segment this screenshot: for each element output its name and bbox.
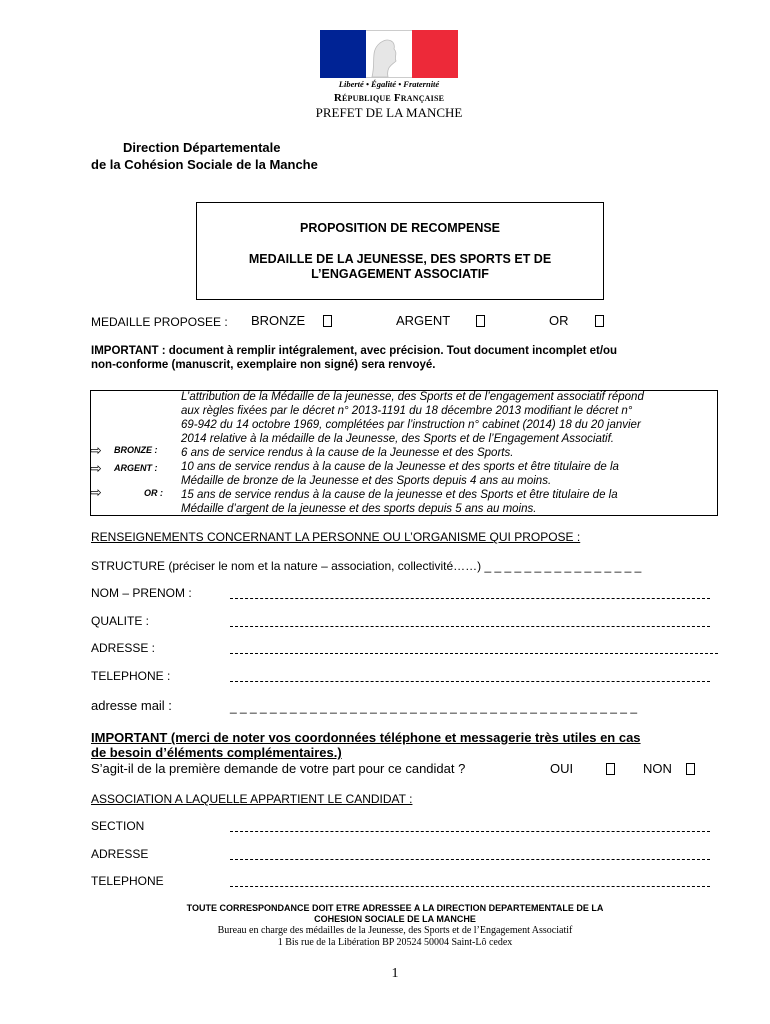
medal-bronze-label: BRONZE xyxy=(251,313,306,328)
non-checkbox[interactable] xyxy=(686,763,695,775)
qualite-label: QUALITE : xyxy=(91,614,150,628)
prefet-title: PREFET DE LA MANCHE xyxy=(315,105,463,120)
nom-prenom-field[interactable] xyxy=(230,598,710,599)
footer-line2: COHESION SOCIALE DE LA MANCHE xyxy=(314,914,476,924)
oui-checkbox[interactable] xyxy=(606,763,615,775)
attribution-line: 69-942 du 14 octobre 1969, complétées par l’instruction n° cabinet (2014) 18 du 20 janvier xyxy=(181,419,641,431)
structure-field[interactable]: STRUCTURE (préciser le nom et la nature – association, collectivité……) _ _ _ _ _ _ _ _ _ _ _ _ _ _ _ _ xyxy=(91,559,642,573)
page-number: 1 xyxy=(391,966,399,981)
important-contact-line1 xyxy=(91,730,641,745)
telephone-field[interactable] xyxy=(230,681,710,682)
marianne-logo xyxy=(320,30,458,78)
qualite-field[interactable] xyxy=(230,626,710,627)
oui-label: OUI xyxy=(550,761,574,776)
attribution-line: 15 ans de service rendus à la cause de la jeunesse et des Sports et être titulaire de la xyxy=(181,489,618,501)
adresse-field[interactable] xyxy=(230,653,718,654)
association-adresse-field[interactable] xyxy=(230,859,710,860)
attribution-line: aux règles fixées par le décret n° 2013-1191 du 18 décembre 2013 modifiant le décret n° xyxy=(181,405,633,417)
medal-argent-label: ARGENT xyxy=(396,313,451,328)
nom-prenom-label: NOM – PRENOM : xyxy=(91,586,192,600)
non-label: NON xyxy=(643,761,672,776)
arrow-right-icon: ⇨ xyxy=(90,442,102,458)
attribution-text xyxy=(181,390,701,516)
attribution-line: Médaille de bronze de la Jeunesse et des Sports depuis 4 ans au moins. xyxy=(181,475,552,487)
important-notice-line2: non-conforme (manuscrit, exemplaire non signé) sera renvoyé. xyxy=(91,359,436,371)
important-notice-line1: IMPORTANT : document à remplir intégralement, avec précision. Tout document incomplet et/ou xyxy=(91,345,618,357)
attribution-line: Médaille d’argent de la jeunesse et des sports depuis 5 ans au moins. xyxy=(181,503,537,515)
argent-checkbox[interactable] xyxy=(476,315,485,327)
title-box xyxy=(196,202,604,300)
telephone-label: TELEPHONE : xyxy=(91,669,171,683)
or-checkbox[interactable] xyxy=(595,315,604,327)
direction-line2: de la Cohésion Sociale de la Manche xyxy=(91,157,318,172)
proposer-section-title: RENSEIGNEMENTS CONCERNANT LA PERSONNE OU L’ORGANISME QUI PROPOSE : xyxy=(91,530,581,544)
arrow-right-icon: ⇨ xyxy=(90,460,102,476)
medal-label: MEDAILLE PROPOSEE : xyxy=(91,315,228,329)
marianne-profile-icon xyxy=(366,31,412,79)
attribution-line: 2014 relative à la médaille de la Jeunesse, des Sports et de l’Engagement Associatif. xyxy=(181,433,614,445)
mail-field[interactable]: _ _ _ _ _ _ _ _ _ _ _ _ _ _ _ _ _ _ _ _ _ _ _ _ _ _ _ _ _ _ _ _ _ _ _ _ _ _ _ _ _ xyxy=(230,700,637,714)
footer-line3: Bureau en charge des médailles de la Jeunesse, des Sports et de l’Engagement Associatif xyxy=(217,925,573,936)
attribution-line: 6 ans de service rendus à la cause de la Jeunesse et des Sports. xyxy=(181,447,514,459)
form-title: PROPOSITION DE RECOMPENSE xyxy=(299,221,501,235)
attribution-line: 10 ans de service rendus à la cause de la Jeunesse et des sports et être titulaire de la xyxy=(181,461,619,473)
form-subtitle-line2: L’ENGAGEMENT ASSOCIATIF xyxy=(311,267,489,281)
form-subtitle-line1: MEDAILLE DE LA JEUNESSE, DES SPORTS ET DE xyxy=(248,252,552,266)
argent-criteria-label: ARGENT : xyxy=(114,463,158,473)
association-telephone-field[interactable] xyxy=(230,886,710,887)
arrow-right-icon: ⇨ xyxy=(90,484,102,500)
or-criteria-label: OR : xyxy=(144,488,163,498)
adresse-label: ADRESSE : xyxy=(91,641,156,655)
association-adresse-label: ADRESSE xyxy=(91,847,149,861)
medal-or-label: OR xyxy=(549,313,569,328)
bronze-criteria-label: BRONZE : xyxy=(114,445,158,455)
republic-name: République Française xyxy=(333,92,445,104)
section-field[interactable] xyxy=(230,831,710,832)
bronze-checkbox[interactable] xyxy=(323,315,332,327)
section-label: SECTION xyxy=(91,819,145,833)
association-section-title: ASSOCIATION A LAQUELLE APPARTIENT LE CANDIDAT : xyxy=(91,792,413,806)
footer-address: 1 Bis rue de la Libération BP 20524 50004 Saint-Lô cedex xyxy=(277,937,513,948)
republic-motto: Liberté • Égalité • Fraternité xyxy=(338,79,440,89)
attribution-line: L’attribution de la Médaille de la jeunesse, des Sports et de l’engagement associatif répond xyxy=(181,391,644,403)
important-contact-line2: de besoin d’éléments complémentaires.) xyxy=(91,745,342,760)
important-word: IMPORTANT xyxy=(91,730,168,745)
first-request-question: S’agit-il de la première demande de votre part pour ce candidat ? xyxy=(91,761,466,776)
direction-line1: Direction Départementale xyxy=(123,140,281,155)
footer-line1: TOUTE CORRESPONDANCE DOIT ETRE ADRESSEE A LA DIRECTION DEPARTEMENTALE DE LA xyxy=(186,903,604,913)
association-telephone-label: TELEPHONE xyxy=(91,874,164,888)
mail-label: adresse mail : xyxy=(91,698,172,713)
important-contact-text: (merci de noter vos coordonnées téléphone et messagerie très utiles en cas xyxy=(167,730,641,745)
